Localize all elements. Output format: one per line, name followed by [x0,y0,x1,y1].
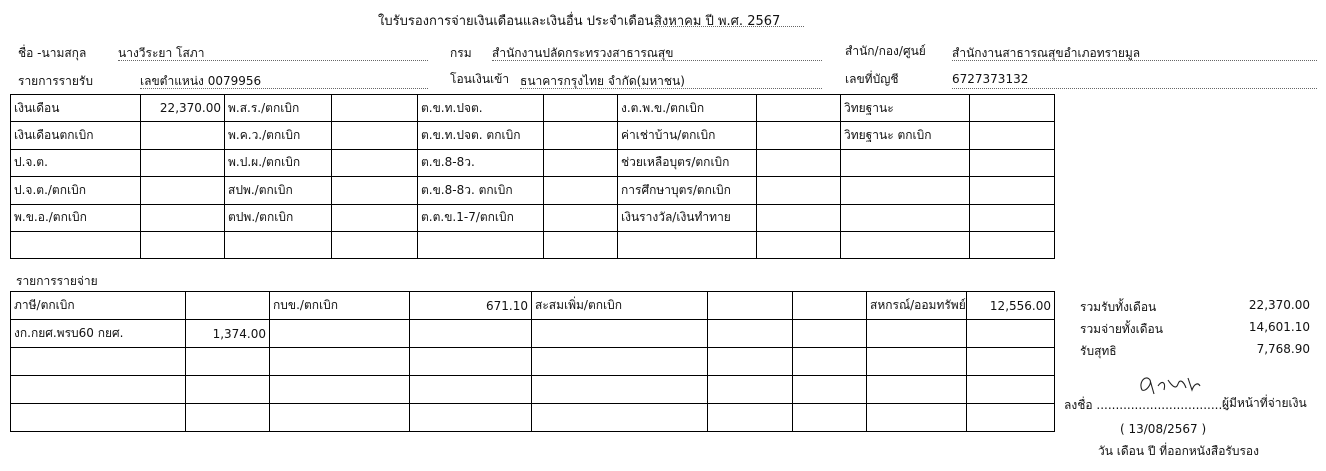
table-cell: ป.จ.ต. [11,149,141,176]
office-value: สำนักงานสาธารณสุขอำเภอทรายมูล [952,44,1317,61]
table-cell [708,348,793,376]
table-cell [225,231,332,258]
table-cell: สะสมเพิ่ม/ตกเบิก [532,292,708,320]
table-cell [867,348,967,376]
table-cell: สหกรณ์/ออมทรัพย์ [867,292,967,320]
expense-table [10,291,1055,432]
table-cell: ช่วยเหลือบุตร/ตกเบิก [618,149,757,176]
expense-row [11,320,1055,348]
income-row [11,231,1055,258]
issue-date-caption: วัน เดือน ปี ที่ออกหนังสือรับรอง [1098,444,1259,458]
expense-row [11,404,1055,432]
table-cell: วิทยฐานะ [841,95,970,122]
table-cell: ต.ข.ท.ปจต. [418,95,544,122]
table-cell [141,149,225,176]
table-cell [332,95,418,122]
table-cell [544,231,618,258]
total-expense-value: 14,601.10 [1248,320,1310,334]
sign-label [1064,396,1230,415]
account-value: 6727373132 [952,72,1317,89]
expense-row [11,292,1055,320]
table-cell [544,149,618,176]
year-label: ปี พ.ศ. [705,14,744,29]
table-cell [270,348,410,376]
table-cell [970,149,1055,176]
table-cell [970,204,1055,231]
table-cell: พ.ป.ผ./ตกเบิก [225,149,332,176]
table-cell: 1,374.00 [186,320,270,348]
table-cell [332,204,418,231]
table-cell: ภาษี/ตกเบิก [11,292,186,320]
net-value: 7,768.90 [1256,342,1310,356]
month-value: สิงหาคม [654,14,702,29]
table-cell [967,320,1055,348]
table-cell [332,122,418,149]
table-cell [332,149,418,176]
expense-label: รายการรายจ่าย [16,274,98,288]
income-row [11,204,1055,231]
income-table [10,94,1055,259]
table-cell: งก.กยศ.พรบ60 กยศ. [11,320,186,348]
table-cell: วิทยฐานะ ตกเบิก [841,122,970,149]
table-cell: ตปพ./ตกเบิก [225,204,332,231]
table-cell [11,231,141,258]
table-cell [544,122,618,149]
month-field [654,10,804,27]
table-cell [793,348,867,376]
table-cell [544,95,618,122]
transfer-label: โอนเงินเข้า [450,72,510,86]
account-label: เลขที่บัญชี [845,72,899,86]
table-cell: เงินรางวัล/เงินทำทาย [618,204,757,231]
table-cell [841,177,970,204]
table-cell [11,376,186,404]
table-cell [270,404,410,432]
table-cell [332,177,418,204]
table-cell [186,404,270,432]
table-cell: พ.ข.อ./ตกเบิก [11,204,141,231]
position-number: เลขตำแหน่ง 0079956 [140,72,428,89]
table-cell [970,95,1055,122]
dept-label: กรม [450,46,472,60]
table-cell [532,376,708,404]
table-cell: 12,556.00 [967,292,1055,320]
income-row [11,177,1055,204]
table-cell [410,320,532,348]
table-cell [793,376,867,404]
table-cell [867,320,967,348]
year-value: 2567 [747,14,781,29]
income-row [11,149,1055,176]
table-cell [544,177,618,204]
table-cell: การศึกษาบุตร/ตกเบิก [618,177,757,204]
table-cell: ค่าเช่าบ้าน/ตกเบิก [618,122,757,149]
table-cell: พ.ค.ว./ตกเบิก [225,122,332,149]
table-cell: เงินเดือนตกเบิก [11,122,141,149]
table-cell [841,149,970,176]
table-cell [793,404,867,432]
table-cell [532,404,708,432]
table-cell [11,404,186,432]
sign-word: ลงชื่อ [1064,398,1093,412]
table-cell [186,376,270,404]
table-cell [186,292,270,320]
net-label: รับสุทธิ [1080,344,1117,358]
table-cell: เงินเดือน [11,95,141,122]
table-cell [708,376,793,404]
table-cell [757,204,841,231]
table-cell [867,376,967,404]
table-cell [757,149,841,176]
table-cell [532,348,708,376]
table-cell [793,292,867,320]
table-cell [186,348,270,376]
table-cell [410,348,532,376]
table-cell: กบข./ตกเบิก [270,292,410,320]
table-cell: ง.ต.พ.ข./ตกเบิก [618,95,757,122]
table-cell [867,404,967,432]
table-cell: พ.ส.ร./ตกเบิก [225,95,332,122]
table-cell [141,122,225,149]
table-cell [141,177,225,204]
dept-value: สำนักงานปลัดกระทรวงสาธารณสุข [492,44,822,61]
table-cell [967,348,1055,376]
table-cell [11,348,186,376]
office-label: สำนัก/กอง/ศูนย์ [845,44,926,58]
table-cell [708,292,793,320]
table-cell [967,376,1055,404]
table-cell [532,320,708,348]
payer-role: ผู้มีหน้าที่จ่ายเงิน [1222,396,1307,410]
table-cell [544,204,618,231]
name-value: นางวีระยา โสภา [118,44,428,61]
table-cell: ต.ต.ข.1-7/ตกเบิก [418,204,544,231]
bank-value: ธนาคารกรุงไทย จำกัด(มหาชน) [520,72,822,89]
table-cell [967,404,1055,432]
table-cell [618,231,757,258]
table-cell: สปพ./ตกเบิก [225,177,332,204]
table-cell [757,177,841,204]
expense-row [11,376,1055,404]
table-cell [970,122,1055,149]
document-title: ใบรับรองการจ่ายเงินเดือนและเงินอื่น ประจำเดือน [378,14,654,29]
table-cell [757,122,841,149]
table-cell [332,231,418,258]
table-cell [970,177,1055,204]
table-cell [708,404,793,432]
table-cell [418,231,544,258]
table-cell [270,376,410,404]
table-cell: ต.ข.8-8ว. ตกเบิก [418,177,544,204]
table-cell [410,404,532,432]
table-cell [970,231,1055,258]
table-cell [757,231,841,258]
table-cell: 22,370.00 [141,95,225,122]
table-cell [841,231,970,258]
income-row [11,122,1055,149]
name-label: ชื่อ -นามสกุล [18,46,87,60]
table-cell: ป.จ.ต./ตกเบิก [11,177,141,204]
table-cell [793,320,867,348]
table-cell [410,376,532,404]
signature-scribble [1136,372,1206,398]
table-cell [141,231,225,258]
table-cell [841,204,970,231]
table-cell [757,95,841,122]
expense-row [11,348,1055,376]
table-cell: 671.10 [410,292,532,320]
sign-dots: ................................... [1096,398,1230,412]
income-row [11,95,1055,122]
issue-date: ( 13/08/2567 ) [1120,422,1207,436]
total-income-label: รวมรับทั้งเดือน [1080,300,1157,314]
total-expense-label: รวมจ่ายทั้งเดือน [1080,322,1163,336]
total-income-value: 22,370.00 [1248,298,1310,312]
table-cell [708,320,793,348]
income-label: รายการรายรับ [18,74,93,88]
table-cell [141,204,225,231]
table-cell [270,320,410,348]
table-cell: ต.ข.ท.ปจต. ตกเบิก [418,122,544,149]
table-cell: ต.ข.8-8ว. [418,149,544,176]
